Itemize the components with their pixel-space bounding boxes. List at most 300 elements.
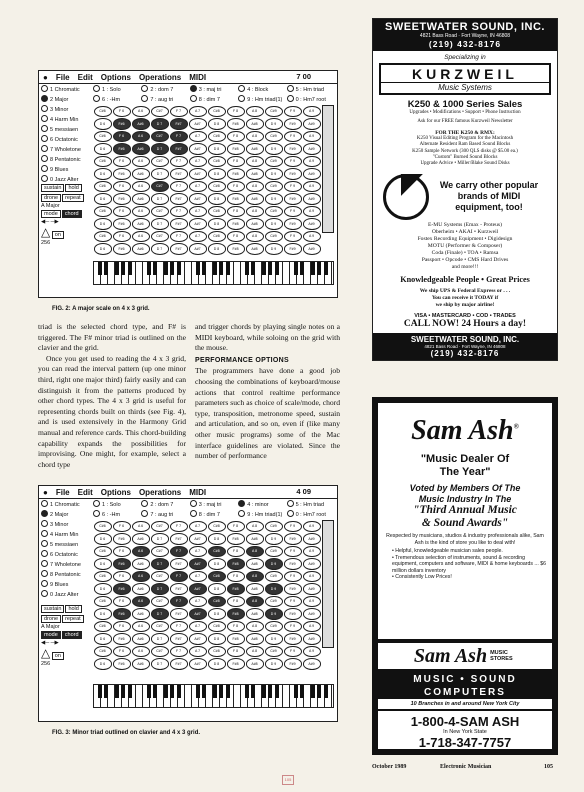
sustain-button[interactable]: sustain: [41, 605, 64, 613]
grid-note-button[interactable]: D 9: [265, 243, 283, 255]
grid-note-button[interactable]: F 8: [227, 131, 245, 143]
grid-note-button[interactable]: D 8: [208, 118, 226, 130]
grid-note-button[interactable]: F 7: [170, 571, 188, 583]
grid-note-button[interactable]: C#6: [94, 156, 112, 168]
on-button[interactable]: on: [52, 231, 64, 239]
grid-note-button[interactable]: F 8: [227, 646, 245, 658]
grid-note-button[interactable]: F 7: [170, 231, 188, 243]
grid-note-button[interactable]: C#9: [265, 521, 283, 533]
menu-edit[interactable]: Edit: [77, 72, 93, 82]
grid-note-button[interactable]: C#8: [208, 571, 226, 583]
grid-note-button[interactable]: C#9: [265, 596, 283, 608]
grid-note-button[interactable]: C#9: [265, 206, 283, 218]
grid-note-button[interactable]: F#6: [113, 118, 131, 130]
mode-option[interactable]: 3 Minor: [41, 520, 91, 530]
chord-type-option[interactable]: 6 : -Hm: [93, 510, 141, 519]
grid-note-button[interactable]: F 6: [113, 571, 131, 583]
grid-note-button[interactable]: C#8: [208, 596, 226, 608]
grid-note-button[interactable]: A#7: [189, 533, 207, 545]
grid-note-button[interactable]: D 8: [208, 608, 226, 620]
grid-note-button[interactable]: F 9: [284, 106, 302, 118]
grid-note-button[interactable]: C#8: [208, 521, 226, 533]
drone-button[interactable]: drone: [41, 615, 61, 623]
grid-note-button[interactable]: F 8: [227, 546, 245, 558]
grid-note-button[interactable]: F 6: [113, 546, 131, 558]
chord-type-option[interactable]: 1 : Solo: [93, 85, 141, 94]
mode-option[interactable]: 4 Harm Min: [41, 530, 91, 540]
grid-note-button[interactable]: A 6: [132, 621, 150, 633]
grid-note-button[interactable]: D 6: [94, 658, 112, 670]
grid-note-button[interactable]: D 7: [151, 558, 169, 570]
grid-note-button[interactable]: C#8: [208, 181, 226, 193]
grid-note-button[interactable]: D 7: [151, 608, 169, 620]
grid-note-button[interactable]: F#6: [113, 243, 131, 255]
grid-note-button[interactable]: A#8: [246, 193, 264, 205]
grid-note-button[interactable]: A 6: [132, 571, 150, 583]
grid-note-button[interactable]: F 6: [113, 131, 131, 143]
grid-note-button[interactable]: A 9: [303, 521, 321, 533]
mode-button[interactable]: mode: [41, 631, 61, 639]
grid-note-button[interactable]: D 9: [265, 168, 283, 180]
grid-note-button[interactable]: F#6: [113, 583, 131, 595]
grid-note-button[interactable]: D 9: [265, 533, 283, 545]
grid-note-button[interactable]: F#8: [227, 193, 245, 205]
grid-note-button[interactable]: F#8: [227, 143, 245, 155]
grid-note-button[interactable]: D 8: [208, 193, 226, 205]
grid-note-button[interactable]: F 9: [284, 231, 302, 243]
mode-option[interactable]: 8 Pentatonic: [41, 570, 91, 580]
grid-note-button[interactable]: A#7: [189, 193, 207, 205]
grid-note-button[interactable]: C#7: [151, 546, 169, 558]
grid-note-button[interactable]: D 9: [265, 608, 283, 620]
grid-note-button[interactable]: F#9: [284, 218, 302, 230]
grid-note-button[interactable]: F 8: [227, 106, 245, 118]
grid-note-button[interactable]: F 8: [227, 181, 245, 193]
grid-note-button[interactable]: D 9: [265, 143, 283, 155]
grid-note-button[interactable]: A#6: [132, 533, 150, 545]
grid-note-button[interactable]: F#9: [284, 143, 302, 155]
grid-note-button[interactable]: C#7: [151, 181, 169, 193]
grid-note-button[interactable]: F 6: [113, 181, 131, 193]
chord-type-option[interactable]: 2 : dom 7: [141, 500, 189, 509]
grid-note-button[interactable]: C#6: [94, 621, 112, 633]
mode-option[interactable]: 7 Wholetone: [41, 560, 91, 570]
grid-note-button[interactable]: A 7: [189, 546, 207, 558]
chord-type-option[interactable]: 0 : Hm7 root: [287, 95, 335, 104]
grid-note-button[interactable]: F 6: [113, 596, 131, 608]
grid-note-button[interactable]: C#6: [94, 231, 112, 243]
grid-note-button[interactable]: A 8: [246, 156, 264, 168]
grid-note-button[interactable]: D 8: [208, 243, 226, 255]
grid-note-button[interactable]: D 7: [151, 168, 169, 180]
grid-note-button[interactable]: F 8: [227, 156, 245, 168]
grid-note-button[interactable]: C#7: [151, 621, 169, 633]
grid-note-button[interactable]: C#8: [208, 156, 226, 168]
grid-note-button[interactable]: F#8: [227, 243, 245, 255]
grid-note-button[interactable]: A 6: [132, 181, 150, 193]
grid-note-button[interactable]: D 6: [94, 243, 112, 255]
mode-option[interactable]: 8 Pentatonic: [41, 155, 91, 165]
grid-note-button[interactable]: F 6: [113, 521, 131, 533]
grid-note-button[interactable]: F#8: [227, 608, 245, 620]
grid-note-button[interactable]: C#9: [265, 156, 283, 168]
grid-note-button[interactable]: D 7: [151, 533, 169, 545]
grid-note-button[interactable]: D 8: [208, 143, 226, 155]
grid-note-button[interactable]: F#9: [284, 608, 302, 620]
grid-note-button[interactable]: F 9: [284, 546, 302, 558]
grid-note-button[interactable]: D 6: [94, 193, 112, 205]
grid-note-button[interactable]: A#6: [132, 243, 150, 255]
grid-note-button[interactable]: F 8: [227, 206, 245, 218]
grid-note-button[interactable]: D 7: [151, 193, 169, 205]
grid-note-button[interactable]: C#9: [265, 621, 283, 633]
grid-note-button[interactable]: D 7: [151, 583, 169, 595]
grid-note-button[interactable]: C#9: [265, 131, 283, 143]
grid-note-button[interactable]: A 8: [246, 621, 264, 633]
grid-note-button[interactable]: C#8: [208, 621, 226, 633]
grid-note-button[interactable]: A 6: [132, 131, 150, 143]
grid-note-button[interactable]: C#6: [94, 571, 112, 583]
menu-edit[interactable]: Edit: [77, 487, 93, 497]
grid-note-button[interactable]: D 7: [151, 243, 169, 255]
grid-note-button[interactable]: D 8: [208, 658, 226, 670]
grid-note-button[interactable]: F 9: [284, 181, 302, 193]
grid-note-button[interactable]: C#8: [208, 546, 226, 558]
mode-option[interactable]: 5 messiaen: [41, 540, 91, 550]
grid-note-button[interactable]: D 7: [151, 218, 169, 230]
apple-menu-icon[interactable]: ●: [43, 487, 48, 497]
grid-note-button[interactable]: D 6: [94, 218, 112, 230]
grid-note-button[interactable]: D 9: [265, 218, 283, 230]
grid-note-button[interactable]: A 9: [303, 206, 321, 218]
grid-note-button[interactable]: F#9: [284, 533, 302, 545]
grid-note-button[interactable]: A 9: [303, 106, 321, 118]
grid-note-button[interactable]: A#6: [132, 658, 150, 670]
grid-note-button[interactable]: A 6: [132, 206, 150, 218]
chord-type-option[interactable]: 9 : Hm triad(1): [238, 95, 286, 104]
grid-note-button[interactable]: C#7: [151, 156, 169, 168]
grid-note-button[interactable]: D 8: [208, 533, 226, 545]
grid-note-button[interactable]: F#9: [284, 583, 302, 595]
mode-option[interactable]: 1 Chromatic: [41, 85, 91, 95]
grid-note-button[interactable]: F#6: [113, 533, 131, 545]
grid-note-button[interactable]: C#6: [94, 106, 112, 118]
grid-note-button[interactable]: F#9: [284, 193, 302, 205]
chord-type-option[interactable]: 5 : Hm triad: [287, 85, 335, 94]
grid-note-button[interactable]: F 7: [170, 206, 188, 218]
chord-type-option[interactable]: 7 : aug tri: [141, 510, 189, 519]
menu-file[interactable]: File: [55, 487, 70, 497]
grid-note-button[interactable]: A#6: [132, 118, 150, 130]
grid-note-button[interactable]: A 6: [132, 521, 150, 533]
grid-note-button[interactable]: F#7: [170, 558, 188, 570]
grid-note-button[interactable]: C#6: [94, 546, 112, 558]
grid-note-button[interactable]: A 9: [303, 646, 321, 658]
grid-note-button[interactable]: A 7: [189, 646, 207, 658]
grid-note-button[interactable]: C#9: [265, 546, 283, 558]
chord-type-option[interactable]: 6 : -Hm: [93, 95, 141, 104]
drone-button[interactable]: drone: [41, 194, 61, 202]
mode-option[interactable]: 3 Minor: [41, 105, 91, 115]
grid-note-button[interactable]: A 8: [246, 231, 264, 243]
grid-note-button[interactable]: F#7: [170, 143, 188, 155]
grid-note-button[interactable]: A 8: [246, 106, 264, 118]
grid-note-button[interactable]: A 8: [246, 546, 264, 558]
grid-note-button[interactable]: F 6: [113, 206, 131, 218]
transpose-arrows-icon[interactable]: ◀─ ─▶: [41, 640, 59, 646]
grid-note-button[interactable]: F#8: [227, 558, 245, 570]
grid-note-button[interactable]: A 7: [189, 571, 207, 583]
grid-note-button[interactable]: A 6: [132, 231, 150, 243]
grid-note-button[interactable]: A#6: [132, 608, 150, 620]
grid-note-button[interactable]: A#8: [246, 658, 264, 670]
grid-note-button[interactable]: C#8: [208, 206, 226, 218]
grid-note-button[interactable]: F#8: [227, 218, 245, 230]
grid-note-button[interactable]: A 9: [303, 571, 321, 583]
grid-note-button[interactable]: D 9: [265, 633, 283, 645]
metronome-icon[interactable]: △: [41, 225, 51, 239]
grid-note-button[interactable]: C#9: [265, 106, 283, 118]
grid-note-button[interactable]: F 7: [170, 521, 188, 533]
grid-note-button[interactable]: D 7: [151, 658, 169, 670]
grid-note-button[interactable]: A 8: [246, 131, 264, 143]
grid-note-button[interactable]: A#8: [246, 533, 264, 545]
grid-note-button[interactable]: A#6: [132, 193, 150, 205]
grid-note-button[interactable]: D 9: [265, 118, 283, 130]
grid-note-button[interactable]: D 9: [265, 193, 283, 205]
grid-note-button[interactable]: A#9: [303, 168, 321, 180]
grid-note-button[interactable]: D 6: [94, 118, 112, 130]
grid-note-button[interactable]: A#6: [132, 143, 150, 155]
grid-note-button[interactable]: D 8: [208, 558, 226, 570]
mode-option[interactable]: 0 Jazz Alter: [41, 590, 91, 600]
grid-note-button[interactable]: F#7: [170, 193, 188, 205]
grid-note-button[interactable]: F#8: [227, 118, 245, 130]
grid-note-button[interactable]: D 6: [94, 558, 112, 570]
grid-note-button[interactable]: A 8: [246, 571, 264, 583]
grid-note-button[interactable]: F 9: [284, 521, 302, 533]
grid-note-button[interactable]: A 9: [303, 231, 321, 243]
grid-note-button[interactable]: A 7: [189, 156, 207, 168]
grid-note-button[interactable]: F 7: [170, 646, 188, 658]
menu-operations[interactable]: Operations: [138, 487, 182, 497]
grid-note-button[interactable]: F 7: [170, 131, 188, 143]
grid-note-button[interactable]: F 6: [113, 106, 131, 118]
grid-note-button[interactable]: D 8: [208, 168, 226, 180]
grid-note-button[interactable]: F#7: [170, 633, 188, 645]
grid-note-button[interactable]: A 8: [246, 206, 264, 218]
grid-note-button[interactable]: F#8: [227, 533, 245, 545]
chord-button[interactable]: chord: [62, 210, 82, 218]
grid-note-button[interactable]: A#7: [189, 658, 207, 670]
grid-note-button[interactable]: F 7: [170, 181, 188, 193]
grid-note-button[interactable]: C#9: [265, 231, 283, 243]
chord-type-option[interactable]: 4 : minor: [238, 500, 286, 509]
grid-note-button[interactable]: A 7: [189, 621, 207, 633]
grid-note-button[interactable]: A#9: [303, 143, 321, 155]
grid-note-button[interactable]: A#7: [189, 143, 207, 155]
grid-note-button[interactable]: A#6: [132, 218, 150, 230]
grid-note-button[interactable]: F 8: [227, 596, 245, 608]
mode-button[interactable]: mode: [41, 210, 61, 218]
grid-note-button[interactable]: F 6: [113, 621, 131, 633]
menu-midi[interactable]: MIDI: [189, 487, 207, 497]
grid-note-button[interactable]: A 9: [303, 546, 321, 558]
chord-type-option[interactable]: 4 : Block: [238, 85, 286, 94]
grid-note-button[interactable]: C#7: [151, 231, 169, 243]
grid-note-button[interactable]: A 7: [189, 131, 207, 143]
grid-note-button[interactable]: D 9: [265, 583, 283, 595]
grid-note-button[interactable]: A#7: [189, 218, 207, 230]
grid-note-button[interactable]: A#7: [189, 118, 207, 130]
chord-type-option[interactable]: 8 : dim 7: [190, 510, 238, 519]
hold-button[interactable]: hold: [65, 184, 81, 192]
chord-type-option[interactable]: 9 : Hm triad(1): [238, 510, 286, 519]
grid-note-button[interactable]: F 8: [227, 571, 245, 583]
menu-file[interactable]: File: [55, 72, 70, 82]
grid-note-button[interactable]: C#8: [208, 131, 226, 143]
hold-button[interactable]: hold: [65, 605, 81, 613]
grid-note-button[interactable]: F#6: [113, 218, 131, 230]
grid-note-button[interactable]: C#7: [151, 571, 169, 583]
grid-note-button[interactable]: C#6: [94, 181, 112, 193]
mode-option[interactable]: 9 Blues: [41, 165, 91, 175]
grid-note-button[interactable]: A#7: [189, 583, 207, 595]
grid-note-button[interactable]: A 6: [132, 106, 150, 118]
grid-note-button[interactable]: F 9: [284, 621, 302, 633]
grid-note-button[interactable]: C#7: [151, 131, 169, 143]
grid-note-button[interactable]: F 7: [170, 156, 188, 168]
grid-note-button[interactable]: F#6: [113, 558, 131, 570]
grid-note-button[interactable]: A 7: [189, 106, 207, 118]
menu-options[interactable]: Options: [100, 72, 131, 82]
mode-option[interactable]: 9 Blues: [41, 580, 91, 590]
grid-note-button[interactable]: A 9: [303, 596, 321, 608]
grid-note-button[interactable]: A 7: [189, 181, 207, 193]
grid-note-button[interactable]: D 9: [265, 658, 283, 670]
grid-note-button[interactable]: D 7: [151, 118, 169, 130]
grid-note-button[interactable]: A#9: [303, 558, 321, 570]
grid-note-button[interactable]: C#7: [151, 106, 169, 118]
grid-note-button[interactable]: A#8: [246, 608, 264, 620]
grid-note-button[interactable]: F 7: [170, 596, 188, 608]
grid-note-button[interactable]: F#8: [227, 658, 245, 670]
grid-note-button[interactable]: C#7: [151, 646, 169, 658]
grid-note-button[interactable]: A 6: [132, 546, 150, 558]
grid-note-button[interactable]: F 8: [227, 231, 245, 243]
grid-note-button[interactable]: F#7: [170, 533, 188, 545]
grid-note-button[interactable]: F#9: [284, 633, 302, 645]
grid-note-button[interactable]: D 6: [94, 168, 112, 180]
grid-note-button[interactable]: A#9: [303, 583, 321, 595]
grid-note-button[interactable]: C#7: [151, 521, 169, 533]
grid-note-button[interactable]: F 7: [170, 546, 188, 558]
repeat-button[interactable]: repeat: [62, 194, 84, 202]
grid-note-button[interactable]: A#6: [132, 168, 150, 180]
mode-option[interactable]: 0 Jazz Alter: [41, 175, 91, 185]
grid-note-button[interactable]: C#6: [94, 646, 112, 658]
grid-note-button[interactable]: A 7: [189, 521, 207, 533]
grid-note-button[interactable]: F 8: [227, 521, 245, 533]
grid-note-button[interactable]: D 6: [94, 533, 112, 545]
grid-note-button[interactable]: C#9: [265, 571, 283, 583]
grid-note-button[interactable]: A 7: [189, 231, 207, 243]
grid-note-button[interactable]: C#6: [94, 521, 112, 533]
sustain-button[interactable]: sustain: [41, 184, 64, 192]
piano-keyboard[interactable]: [93, 261, 334, 285]
grid-note-button[interactable]: F#6: [113, 193, 131, 205]
grid-note-button[interactable]: A#7: [189, 608, 207, 620]
grid-note-button[interactable]: A#6: [132, 583, 150, 595]
grid-note-button[interactable]: F 8: [227, 621, 245, 633]
grid-note-button[interactable]: A#8: [246, 118, 264, 130]
grid-note-button[interactable]: F#9: [284, 243, 302, 255]
grid-note-button[interactable]: F#6: [113, 143, 131, 155]
grid-note-button[interactable]: F#9: [284, 558, 302, 570]
grid-note-button[interactable]: F#9: [284, 658, 302, 670]
grid-note-button[interactable]: A 8: [246, 596, 264, 608]
mode-option[interactable]: 4 Harm Min: [41, 115, 91, 125]
chord-type-option[interactable]: 3 : maj tri: [190, 500, 238, 509]
grid-note-button[interactable]: F#8: [227, 633, 245, 645]
mode-option[interactable]: 1 Chromatic: [41, 500, 91, 510]
vertical-scrollbar[interactable]: [322, 520, 334, 648]
grid-note-button[interactable]: F 9: [284, 596, 302, 608]
chord-type-option[interactable]: 0 : Hm7 root: [287, 510, 335, 519]
grid-note-button[interactable]: A#8: [246, 168, 264, 180]
grid-note-button[interactable]: A 9: [303, 156, 321, 168]
grid-note-button[interactable]: F 9: [284, 646, 302, 658]
mode-option[interactable]: 2 Major: [41, 510, 91, 520]
grid-note-button[interactable]: F 9: [284, 206, 302, 218]
grid-note-button[interactable]: A#8: [246, 218, 264, 230]
grid-note-button[interactable]: A#7: [189, 558, 207, 570]
grid-note-button[interactable]: F 9: [284, 156, 302, 168]
grid-note-button[interactable]: F#6: [113, 658, 131, 670]
grid-note-button[interactable]: A#7: [189, 633, 207, 645]
grid-note-button[interactable]: F#7: [170, 118, 188, 130]
grid-note-button[interactable]: A#9: [303, 608, 321, 620]
grid-note-button[interactable]: F#8: [227, 168, 245, 180]
grid-note-button[interactable]: C#9: [265, 646, 283, 658]
grid-note-button[interactable]: D 9: [265, 558, 283, 570]
chord-button[interactable]: chord: [62, 631, 82, 639]
mode-option[interactable]: 5 messiaen: [41, 125, 91, 135]
grid-note-button[interactable]: A#9: [303, 533, 321, 545]
metronome-icon[interactable]: △: [41, 646, 51, 660]
grid-note-button[interactable]: A#9: [303, 633, 321, 645]
grid-note-button[interactable]: C#6: [94, 131, 112, 143]
grid-note-button[interactable]: A 8: [246, 521, 264, 533]
grid-note-button[interactable]: D 6: [94, 143, 112, 155]
grid-note-button[interactable]: C#7: [151, 596, 169, 608]
grid-note-button[interactable]: F 9: [284, 131, 302, 143]
grid-note-button[interactable]: F 9: [284, 571, 302, 583]
grid-note-button[interactable]: D 8: [208, 583, 226, 595]
grid-note-button[interactable]: F#7: [170, 218, 188, 230]
grid-note-button[interactable]: F#9: [284, 118, 302, 130]
mode-option[interactable]: 6 Octatonic: [41, 550, 91, 560]
grid-note-button[interactable]: A 6: [132, 596, 150, 608]
grid-note-button[interactable]: A 6: [132, 156, 150, 168]
grid-note-button[interactable]: A#7: [189, 168, 207, 180]
grid-note-button[interactable]: C#8: [208, 646, 226, 658]
grid-note-button[interactable]: C#9: [265, 181, 283, 193]
grid-note-button[interactable]: F#6: [113, 633, 131, 645]
grid-note-button[interactable]: C#6: [94, 206, 112, 218]
piano-keyboard[interactable]: [93, 684, 334, 708]
grid-note-button[interactable]: C#6: [94, 596, 112, 608]
